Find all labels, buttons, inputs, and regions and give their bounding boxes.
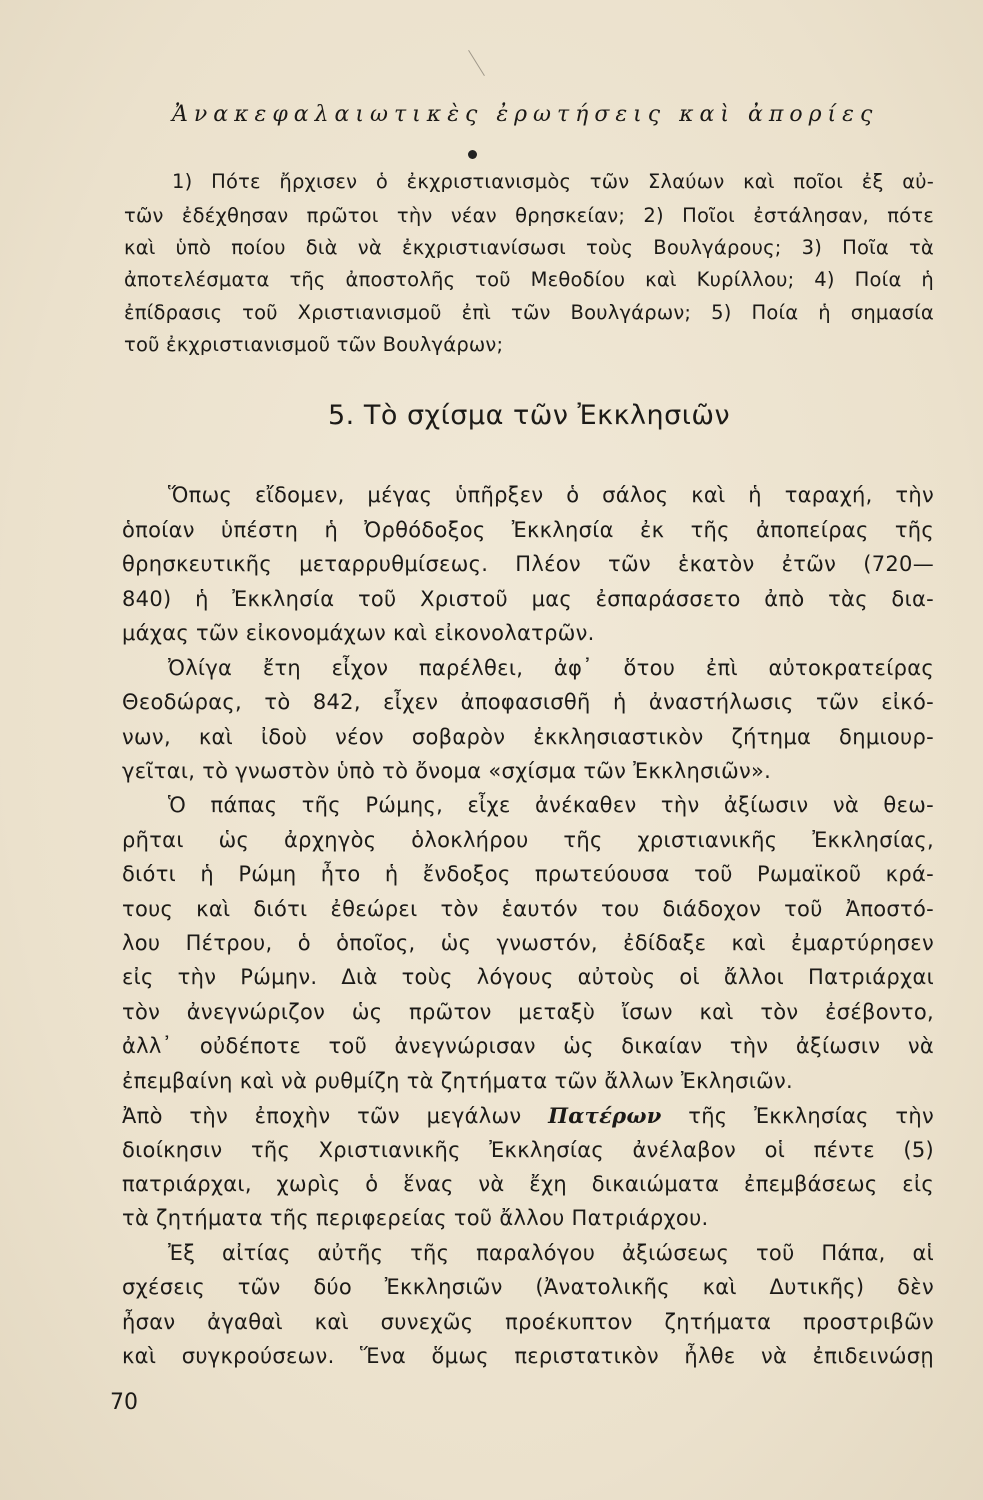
- question-line: ἀποτελέσματα τῆς ἀποστολῆς τοῦ Μεθοδίου καὶ Κυρίλλου; 4) Ποία ἡ: [124, 268, 934, 291]
- body-line: ὁποίαν ὑπέστη ἡ Ὀρθόδοξος Ἐκκλησία ἐκ τῆς ἀποπείρας τῆς: [122, 518, 934, 542]
- body-line: διοίκησιν τῆς Χριστιανικῆς Ἐκκλησίας ἀνέλαβον οἱ πέντε (5): [122, 1138, 934, 1162]
- question-line: τῶν ἐδέχθησαν πρῶτοι τὴν νέαν θρησκείαν; 2) Ποῖοι ἐστάλησαν, πότε: [124, 204, 934, 227]
- body-line: ρῆται ὡς ἀρχηγὸς ὁλοκλήρου τῆς χριστιανικῆς Ἐκκλησίας,: [122, 828, 934, 852]
- body-line: λου Πέτρου, ὁ ὁποῖος, ὡς γνωστόν, ἐδίδαξε καὶ ἐμαρτύρησεν: [122, 931, 934, 955]
- body-line: σχέσεις τῶν δύο Ἐκκλησιῶν (Ἀνατολικῆς καὶ Δυτικῆς) δὲν: [122, 1275, 934, 1299]
- body-line-fathers: [122, 1103, 934, 1128]
- body-line: εἰς τὴν Ρώμην. Διὰ τοὺς λόγους αὐτοὺς οἱ ἄλλοι Πατριάρχαι: [122, 965, 934, 989]
- body-line: ἐπεμβαίνη καὶ νὰ ρυθμίζη τὰ ζητήματα τῶν ἄλλων Ἐκλησιῶν.: [122, 1069, 794, 1093]
- body-line: πατριάρχαι, χωρὶς ὁ ἕνας νὰ ἔχη δικαιώματα ἐπεμβάσεως εἰς: [122, 1172, 934, 1196]
- body-line: μάχας τῶν εἰκονομάχων καὶ εἰκονολατρῶν.: [122, 621, 595, 645]
- page-number: 70: [110, 1390, 138, 1415]
- body-line: 840) ἡ Ἐκκλησία τοῦ Χριστοῦ μας ἐσπαράσσετο ἀπὸ τὰς δια-: [122, 587, 934, 611]
- fathers-emphasis: Πατέρων: [548, 1103, 662, 1128]
- body-line: τους καὶ διότι ἐθεώρει τὸν ἑαυτόν του διάδοχον τοῦ Ἀποστό-: [122, 897, 934, 921]
- body-line: καὶ συγκρούσεων. Ἕνα ὅμως περιστατικὸν ἦλθε νὰ ἐπιδεινώσῃ: [122, 1344, 934, 1368]
- question-line: ἐπίδρασις τοῦ Χριστιανισμοῦ ἐπὶ τῶν Βουλγάρων; 5) Ποία ἡ σημασία: [124, 301, 934, 324]
- body-line: θρησκευτικῆς μεταρρυθμίσεως. Πλέον τῶν ἑκατὸν ἐτῶν (720—: [122, 552, 934, 576]
- fathers-line-before: Ἀπὸ τὴν ἐποχὴν τῶν μεγάλων: [122, 1104, 549, 1128]
- body-line: Ὅπως εἴδομεν, μέγας ὑπῆρξεν ὁ σάλος καὶ ἡ ταραχή, τὴν: [168, 483, 934, 507]
- body-line: Ἐξ αἰτίας αὐτῆς τῆς παραλόγου ἀξιώσεως τοῦ Πάπα, αἱ: [168, 1241, 934, 1265]
- bullet-dot: [468, 150, 477, 159]
- body-line: Θεοδώρας, τὸ 842, εἶχεν ἀποφασισθῆ ἡ ἀναστήλωσις τῶν εἰκό-: [122, 690, 934, 714]
- body-line: Ὀλίγα ἔτη εἶχον παρέλθει, ἀφ᾽ ὅτου ἐπὶ αὐτοκρατείρας: [168, 656, 934, 680]
- body-line: νων, καὶ ἰδοὺ νέον σοβαρὸν ἐκκλησιαστικὸν ζήτημα δημιουρ-: [122, 725, 934, 749]
- body-line: Ὁ πάπας τῆς Ρώμης, εἶχε ἀνέκαθεν τὴν ἀξίωσιν νὰ θεω-: [168, 793, 934, 817]
- body-line: τὰ ζητήματα τῆς περιφερείας τοῦ ἄλλου Πατριάρχου.: [122, 1206, 709, 1230]
- question-line: 1) Πότε ἤρχισεν ὁ ἐκχριστιανισμὸς τῶν Σλαύων καὶ ποῖοι ἐξ αὐ-: [172, 170, 934, 193]
- body-line: ἦσαν ἀγαθαὶ καὶ συνεχῶς προέκυπτον ζητήματα προστριβῶν: [122, 1310, 934, 1334]
- pencil-mark: [468, 50, 485, 76]
- body-line: τὸν ἀνεγνώριζον ὡς πρῶτον μεταξὺ ἴσων καὶ τὸν ἐσέβοντο,: [122, 1000, 934, 1024]
- question-line: καὶ ὑπὸ ποίου διὰ νὰ ἐκχριστιανίσωσι τοὺς Βουλγάρους; 3) Ποῖα τὰ: [124, 236, 934, 259]
- section-title: 5. Τὸ σχίσμα τῶν Ἐκκλησιῶν: [328, 400, 731, 431]
- running-heading: Ἀνακεφαλαιωτικὲς ἐρωτήσεις καὶ ἀπορίες: [172, 102, 879, 127]
- body-line: ἀλλ᾽ οὐδέποτε τοῦ ἀνεγνώρισαν ὡς δικαίαν τὴν ἀξίωσιν νὰ: [122, 1034, 934, 1058]
- question-line: τοῦ ἐκχριστιανισμοῦ τῶν Βουλγάρων;: [124, 333, 504, 356]
- body-line: διότι ἡ Ρώμη ἦτο ἡ ἔνδοξος πρωτεύουσα τοῦ Ρωμαϊκοῦ κρά-: [122, 862, 934, 886]
- fathers-line-after: τῆς Ἐκκλησίας τὴν: [661, 1104, 935, 1128]
- body-line: γεῖται, τὸ γνωστὸν ὑπὸ τὸ ὄνομα «σχίσμα τῶν Ἐκκλησιῶν».: [122, 759, 772, 783]
